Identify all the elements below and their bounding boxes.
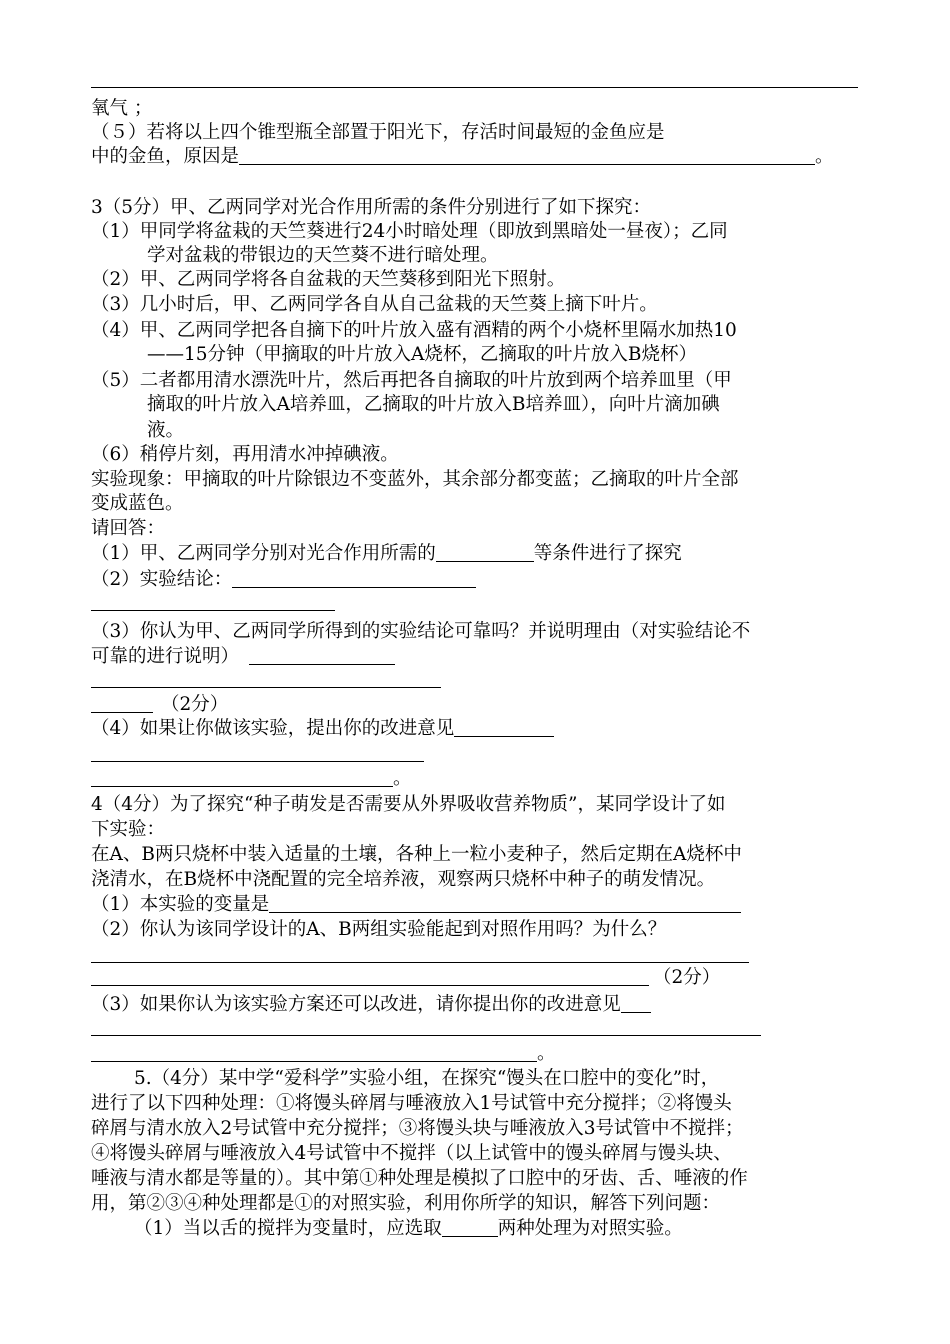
- text-span: （2分）: [653, 967, 721, 988]
- text-line: （3）你认为甲、乙两同学所得到的实验结论可靠吗？并说明理由（对实验结论不: [91, 621, 751, 642]
- text-line: 用，第②③④种处理都是①的对照实验，利用你所学的知识，解答下列问题：: [91, 1193, 721, 1214]
- answer-blank[interactable]: [249, 646, 395, 665]
- text-span: （1）当以舌的搅拌为变量时，应选取: [134, 1218, 442, 1239]
- text-line: 摘取的叶片放入A培养皿，乙摘取的叶片放入B培养皿），向叶片滴加碘: [147, 394, 720, 415]
- answer-line: [91, 610, 335, 611]
- text-line: 浇清水，在B烧杯中浇配置的完全培养液，观察两只烧杯中种子的萌发情况。: [91, 869, 716, 890]
- text-line: ——15分钟（甲摘取的叶片放入A烧杯，乙摘取的叶片放入B烧杯）: [147, 344, 697, 365]
- text-line: 氧气 ；: [91, 98, 153, 119]
- text-line: （５）若将以上四个锥型瓶全部置于阳光下，存活时间最短的金鱼应是: [91, 122, 665, 143]
- text-line: （4）甲、乙两同学把各自摘下的叶片放入盛有酒精的两个小烧杯里隔水加热10: [91, 320, 737, 341]
- answer-blank[interactable]: [232, 569, 476, 588]
- text-line: 进行了以下四种处理：①将馒头碎屑与唾液放入1号试管中充分搅拌；②将馒头: [91, 1093, 732, 1114]
- answer-line: [91, 761, 424, 762]
- text-line: [91, 568, 476, 592]
- text-line: [91, 693, 228, 717]
- text-line: [91, 542, 682, 566]
- text-line: [91, 1042, 556, 1066]
- answer-line: [91, 687, 441, 688]
- text-line: [91, 767, 412, 791]
- text-line: [134, 1217, 683, 1241]
- answer-blank[interactable]: [442, 1218, 498, 1237]
- text-line: 液。: [147, 420, 185, 441]
- text-span: （2分）: [161, 694, 229, 715]
- answer-blank[interactable]: [91, 967, 649, 986]
- answer-blank[interactable]: [436, 543, 534, 562]
- text-line: （1）甲同学将盆栽的天竺葵进行24小时暗处理（即放到黑暗处一昼夜）；乙同: [91, 221, 728, 242]
- text-span: （1）本实验的变量是: [91, 894, 270, 915]
- text-line: [91, 145, 834, 169]
- text-span: 中的金鱼，原因是: [91, 146, 240, 167]
- text-line: 学对盆栽的带银边的天竺葵不进行暗处理。: [147, 245, 499, 266]
- question-3-title: 3（5分）甲、乙两同学对光合作用所需的条件分别进行了如下探究：: [91, 197, 652, 218]
- text-span: （3）如果你认为该实验方案还可以改进，请你提出你的改进意见: [91, 994, 621, 1015]
- answer-blank[interactable]: [91, 768, 393, 787]
- text-line: 碎屑与清水放入2号试管中充分搅拌；③将馒头块与唾液放入3号试管中不搅拌；: [91, 1118, 744, 1139]
- answer-blank[interactable]: [454, 718, 554, 737]
- text-span: 。: [393, 768, 412, 789]
- question-5-title: 5.（4分）某中学“爱科学”实验小组，在探究“馒头在口腔中的变化”时，: [134, 1068, 720, 1089]
- text-span: （1）甲、乙两同学分别对光合作用所需的: [91, 543, 436, 564]
- text-line: （2）甲、乙两同学将各自盆栽的天竺葵移到阳光下照射。: [91, 269, 566, 290]
- text-span: 。: [537, 1043, 556, 1064]
- text-line: ④将馒头碎屑与唾液放入4号试管中不搅拌（以上试管中的馒头碎屑与馒头块、: [91, 1143, 732, 1164]
- text-line: [91, 893, 741, 917]
- answer-blank[interactable]: [621, 994, 651, 1013]
- text-line: （2）你认为该同学设计的A、B两组实验能起到对照作用吗？为什么？: [91, 919, 667, 940]
- text-span: 等条件进行了探究: [533, 543, 682, 564]
- answer-line: [91, 87, 858, 88]
- answer-blank[interactable]: [91, 694, 153, 713]
- text-line: [91, 966, 720, 990]
- answer-blank[interactable]: [91, 1043, 537, 1062]
- text-line: [91, 993, 651, 1017]
- text-span: 可靠的进行说明）: [91, 646, 240, 667]
- text-line: 变成蓝色。: [91, 493, 184, 514]
- text-line: 在A、B两只烧杯中装入适量的土壤，各种上一粒小麦种子，然后定期在A烧杯中: [91, 844, 742, 865]
- text-line: （3）几小时后，甲、乙两同学各自从自己盆栽的天竺葵上摘下叶片。: [91, 294, 658, 315]
- answer-line: [91, 1035, 761, 1036]
- text-line: 唾液与清水都是等量的）。其中第①种处理是模拟了口腔中的牙齿、舌、唾液的作: [91, 1168, 748, 1189]
- answer-line: [91, 962, 749, 963]
- text-line: [91, 645, 395, 669]
- text-line: 请回答：: [91, 518, 166, 539]
- answer-blank[interactable]: [239, 146, 815, 165]
- text-span: （4）如果让你做该实验，提出你的改进意见: [91, 718, 455, 739]
- text-span: 。: [815, 146, 834, 167]
- text-span: （2）实验结论：: [91, 569, 233, 590]
- text-span: 两种处理为对照实验。: [497, 1218, 683, 1239]
- text-line: （5）二者都用清水漂洗叶片，然后再把各自摘取的叶片放到两个培养皿里（甲: [91, 370, 732, 391]
- text-line: （6）稍停片刻，再用清水冲掉碘液。: [91, 444, 399, 465]
- answer-blank[interactable]: [269, 894, 741, 913]
- question-4-title: 4（4分）为了探究“种子萌发是否需要从外界吸收营养物质”，某同学设计了如: [91, 794, 726, 815]
- text-line: 下实验：: [91, 819, 166, 840]
- text-line: 实验现象：甲摘取的叶片除银边不变蓝外，其余部分都变蓝；乙摘取的叶片全部: [91, 469, 739, 490]
- text-line: [91, 717, 554, 741]
